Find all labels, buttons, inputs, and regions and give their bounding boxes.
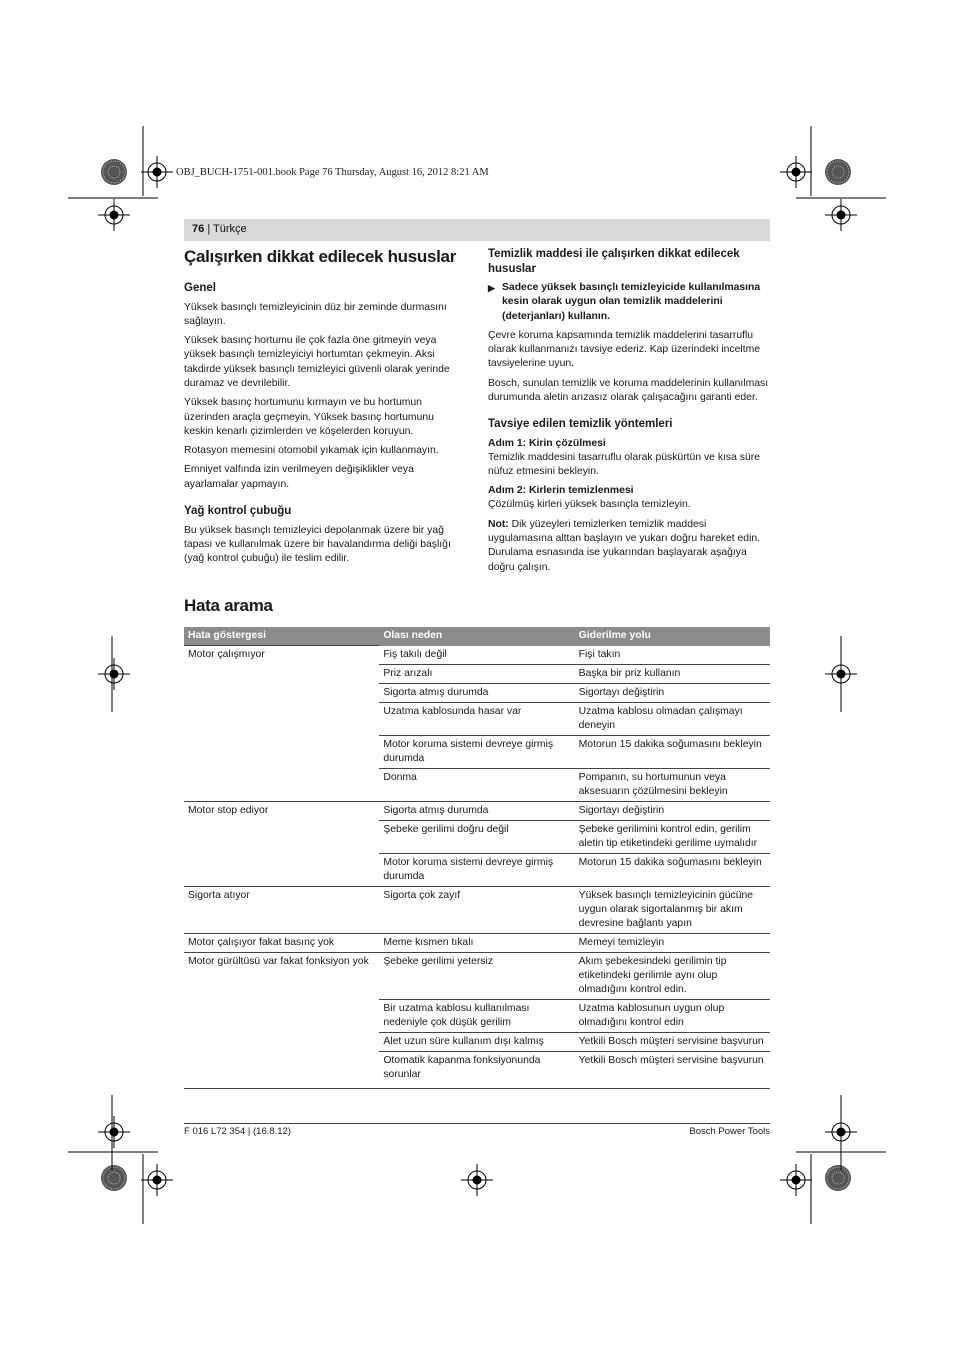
heading-cleaning-methods: Tavsiye edilen temizlik yöntemleri xyxy=(488,418,673,431)
paragraph: Emniyet valfında izin verilmeyen değişiklikler veya ayarlamalar yapmayın. xyxy=(184,464,414,490)
remedy-cell: Şebeke gerilimini kontrol edin, gerilim aletin tip etiketindeki gerilime uymalıdır xyxy=(575,820,770,853)
table-row xyxy=(184,999,770,1032)
remedy-cell: Akım şebekesindeki gerilimin tip etiketindeki gerilimle aynı olup olmadığını kontrol edin. xyxy=(575,952,770,999)
column-header-symptom: Hata göstergesi xyxy=(184,627,379,646)
table-row xyxy=(184,646,770,665)
bullet-item xyxy=(488,281,770,324)
header-language: Türkçe xyxy=(213,223,247,235)
symptom-cell xyxy=(184,1032,379,1051)
symptom-cell: Motor stop ediyor xyxy=(184,801,379,820)
symptom-cell: Motor gürültüsü var fakat fonksiyon yok xyxy=(184,952,379,999)
table-row xyxy=(184,768,770,801)
header-bar xyxy=(184,219,770,241)
table-row xyxy=(184,886,770,933)
note-label: Not: xyxy=(488,518,509,530)
print-info: OBJ_BUCH-1751-001.book Page 76 Thursday, August 16, 2012 8:21 AM xyxy=(176,167,489,178)
table-row xyxy=(184,702,770,735)
symptom-cell: Motor çalışıyor fakat basınç yok xyxy=(184,933,379,952)
symptom-cell xyxy=(184,853,379,886)
symptom-cell xyxy=(184,664,379,683)
paragraph: Yüksek basınç hortumu ile çok fazla öne gitmeyin veya yüksek basınçlı temizleyiciyi hortumtan çekmeyin. Aksi takdirde yüksek basınçlı temizleyici güvenli olarak yerinde duramaz ve devrilebilir. xyxy=(184,335,450,389)
remedy-cell: Motorun 15 dakika soğumasını bekleyin xyxy=(575,853,770,886)
cause-cell: Alet uzun süre kullanım dışı kalmış xyxy=(379,1032,574,1051)
cause-cell: Otomatik kapanma fonksiyonunda sorunlar xyxy=(379,1051,574,1088)
table-row xyxy=(184,683,770,702)
table-row xyxy=(184,820,770,853)
symptom-cell: Motor çalışmıyor xyxy=(184,646,379,665)
step1-text: Temizlik maddesini tasarruflu olarak püskürtün ve kısa süre nüfuz etmesini bekleyin. xyxy=(488,451,761,478)
remedy-cell: Yetkili Bosch müşteri servisine başvurun xyxy=(575,1051,770,1088)
cause-cell: Bir uzatma kablosu kullanılması nedeniyle çok düşük gerilim xyxy=(379,999,574,1032)
note-text: Dik yüzeyleri temizlerken temizlik maddesi uygulamasına alttan başlayın ve yukarı doğru hareket edin. Durulama esnasında ise yukarından başlayarak aşağıya doğru çalışın. xyxy=(488,518,761,573)
remedy-cell: Sigortayı değiştirin xyxy=(575,801,770,820)
symptom-cell xyxy=(184,683,379,702)
left-column xyxy=(184,247,466,571)
heading-genel: Genel xyxy=(184,282,216,294)
cause-cell: Sigorta atmış durumda xyxy=(379,801,574,820)
heading-cleaning-agent: Temizlik maddesi ile çalışırken dikkat edilecek hususlar xyxy=(488,248,740,275)
cause-cell: Sigorta çok zayıf xyxy=(379,886,574,933)
step2-heading: Adım 2: Kirlerin temizlenmesi xyxy=(488,485,634,497)
paragraph: Yüksek basınç hortumunu kırmayın ve bu hortumun üzerinden araçla geçmeyin. Yüksek basınç hortumunu keskin kenarlı çizimlerden ve köşelerden koruyun. xyxy=(184,397,434,437)
symptom-cell xyxy=(184,735,379,768)
cause-cell: Şebeke gerilimi yetersiz xyxy=(379,952,574,999)
symptom-cell xyxy=(184,768,379,801)
footer-rule xyxy=(184,1123,770,1124)
bullet-text: Sadece yüksek basınçlı temizleyicide kullanılmasına kesin olarak uygun olan temizlik maddelerini (deterjanları) kullanın. xyxy=(502,282,761,322)
remedy-cell: Uzatma kablosu olmadan çalışmayı deneyin xyxy=(575,702,770,735)
section-title-troubleshooting: Hata arama xyxy=(184,596,273,615)
cause-cell: Meme kısmen tıkalı xyxy=(379,933,574,952)
table-row xyxy=(184,1051,770,1088)
remedy-cell: Yüksek basınçlı temizleyicinin gücüne uygun olarak sigortalanmış bir akım devresine bağlantı yapın xyxy=(575,886,770,933)
table-row xyxy=(184,853,770,886)
step1-heading: Adım 1: Kirin çözülmesi xyxy=(488,437,606,449)
column-header-remedy: Giderilme yolu xyxy=(575,627,770,646)
table-row xyxy=(184,933,770,952)
symptom-cell xyxy=(184,702,379,735)
symptom-cell xyxy=(184,820,379,853)
table-row xyxy=(184,952,770,999)
troubleshooting-table xyxy=(184,627,770,1089)
table-row xyxy=(184,1032,770,1051)
cause-cell: Sigorta atmış durumda xyxy=(379,683,574,702)
step2-text: Çözülmüş kirleri yüksek basınçla temizleyin. xyxy=(488,499,691,511)
remedy-cell: Sigortayı değiştirin xyxy=(575,683,770,702)
footer-brand: Bosch Power Tools xyxy=(689,1126,770,1137)
paragraph: Çevre koruma kapsamında temizlik maddelerini tasarruflu olarak kullanmanızı tavsiye ederiz. Kap üzerindeki inceltme tavsiyelerine uyun. xyxy=(488,329,761,370)
cause-cell: Motor koruma sistemi devreye girmiş durumda xyxy=(379,853,574,886)
cause-cell: Donma xyxy=(379,768,574,801)
cause-cell: Motor koruma sistemi devreye girmiş durumda xyxy=(379,735,574,768)
cause-cell: Uzatma kablosunda hasar var xyxy=(379,702,574,735)
symptom-cell xyxy=(184,999,379,1032)
cause-cell: Priz arızalı xyxy=(379,664,574,683)
table-header-row xyxy=(184,627,770,646)
paragraph: Bosch, sunulan temizlik ve koruma maddelerinin kullanılması durumunda aletin arızasız olarak çalışacağını garanti eder. xyxy=(488,377,769,404)
page-header xyxy=(192,223,247,235)
paragraph: Yüksek basınçlı temizleyicinin düz bir zeminde durmasını sağlayın. xyxy=(184,301,447,327)
remedy-cell: Memeyi temizleyin xyxy=(575,933,770,952)
paragraph: Rotasyon memesini otomobil yıkamak için kullanmayın. xyxy=(184,445,439,457)
note xyxy=(488,518,770,575)
paragraph: Bu yüksek basınçlı temizleyici depolanmak üzere bir yağ tapası ve kullanılmak üzere bir havalandırma deliği başlığı (yağ kontrol çubuğu) ile teslim edilir. xyxy=(184,524,451,565)
remedy-cell: Pompanın, su hortumunun veya aksesuarın çözülmesini bekleyin xyxy=(575,768,770,801)
column-header-cause: Olası neden xyxy=(379,627,574,646)
remedy-cell: Başka bir priz kullanın xyxy=(575,664,770,683)
symptom-cell: Sigorta atıyor xyxy=(184,886,379,933)
footer-doc-id: F 016 L72 354 | (16.8.12) xyxy=(184,1126,292,1137)
triangle-bullet-icon: ▶ xyxy=(488,283,495,293)
section-title-working: Çalışırken dikkat edilecek hususlar xyxy=(184,247,457,266)
page-number: 76 xyxy=(192,223,205,235)
table-row xyxy=(184,664,770,683)
remedy-cell: Motorun 15 dakika soğumasını bekleyin xyxy=(575,735,770,768)
right-column xyxy=(488,247,770,580)
remedy-cell: Fişi takın xyxy=(578,648,621,660)
table-row xyxy=(184,735,770,768)
heading-oil-dipstick: Yağ kontrol çubuğu xyxy=(184,505,292,518)
cause-cell: Şebeke gerilimi doğru değil xyxy=(379,820,574,853)
table-row xyxy=(184,801,770,820)
header-divider: | xyxy=(207,223,214,235)
cause-cell: Fiş takılı değil xyxy=(383,648,447,660)
remedy-cell: Uzatma kablosunun uygun olup olmadığını kontrol edin xyxy=(575,999,770,1032)
remedy-cell: Yetkili Bosch müşteri servisine başvurun xyxy=(575,1032,770,1051)
symptom-cell xyxy=(184,1051,379,1088)
